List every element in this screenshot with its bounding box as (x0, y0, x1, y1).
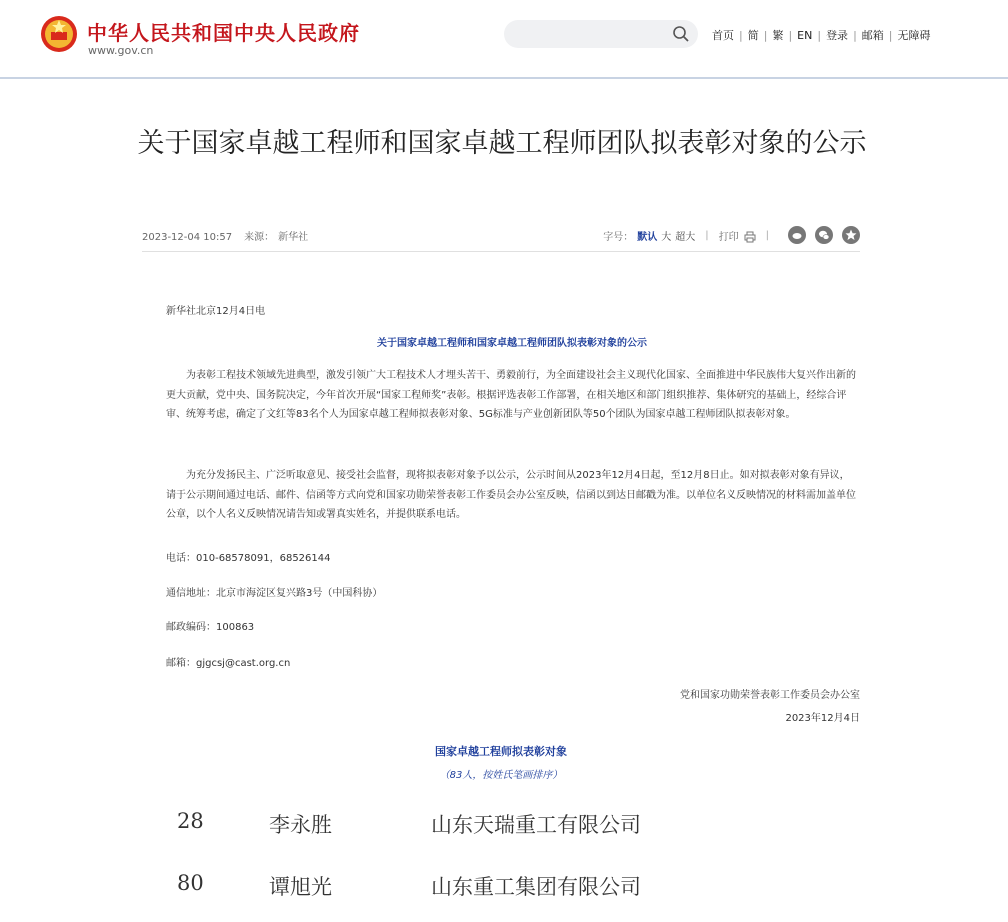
contact-email: 邮箱：gjgcsj@cast.org.cn (166, 658, 291, 669)
list-item-name: 李永胜 (269, 813, 332, 837)
list-item-number: 80 (177, 871, 204, 895)
publish-date: 2023-12-04 10:57 (142, 232, 233, 243)
nav-accessibility[interactable]: 无障碍 (897, 29, 931, 42)
article-title: 关于国家卓越工程师和国家卓越工程师团队拟表彰对象的公示 (137, 128, 867, 159)
favorite-star-icon[interactable] (842, 226, 860, 244)
site-header (0, 0, 1008, 79)
nav-home[interactable]: 首页 (712, 29, 734, 42)
notice-subhead: 关于国家卓越工程师和国家卓越工程师团队拟表彰对象的公示 (377, 338, 647, 349)
source-label: 来源： (244, 232, 275, 243)
font-size-xlarge[interactable]: 超大 (675, 231, 696, 243)
list-subtitle: （83人，按姓氏笔画排序） (439, 770, 563, 781)
nav-simplified[interactable]: 简 (747, 29, 759, 42)
font-size-default[interactable]: 默认 (637, 231, 658, 243)
contact-postcode: 邮政编码：100863 (166, 622, 255, 633)
print-label: 打印 (718, 231, 739, 243)
article-meta (142, 228, 320, 243)
print-button[interactable] (719, 228, 756, 243)
nav-traditional[interactable]: 繁 (772, 29, 784, 42)
list-item-name: 谭旭光 (269, 875, 332, 899)
list-item (0, 809, 1008, 839)
national-emblem-icon[interactable] (40, 14, 78, 54)
search-icon[interactable] (672, 25, 690, 43)
signature-date: 2023年12月4日 (785, 713, 860, 724)
site-url: www.gov.cn (88, 44, 154, 57)
contact-address: 通信地址：北京市海淀区复兴路3号（中国科协） (166, 588, 383, 599)
share-wechat-icon[interactable] (815, 226, 833, 244)
list-item-org: 山东重工集团有限公司 (431, 875, 641, 899)
list-title: 国家卓越工程师拟表彰对象 (435, 745, 567, 758)
paragraph-2: 为充分发扬民主、广泛听取意见、接受社会监督，现将拟表彰对象予以公示，公示时间从2023年12月4日起，至12月8日止。如对拟表彰对象有异议，请于公示期间通过电话、邮件、信函等方式向党和国家功勋荣誉表彰工作委员会办公室反映，信函以到达日邮戳为准。以单位名义反映情况的材料需加盖单位公章，以个人名义反映情况请告知或署真实姓名，并提供联系电话。 (166, 470, 856, 520)
font-size-large[interactable]: 大 (661, 231, 672, 243)
signature-org: 党和国家功勋荣誉表彰工作委员会办公室 (680, 690, 860, 701)
font-size-label: 字号： (603, 231, 634, 243)
list-item (0, 871, 1008, 901)
contact-phone: 电话：010-68578091，68526144 (166, 553, 331, 564)
nav-login[interactable]: 登录 (826, 29, 849, 42)
site-name[interactable]: 中华人民共和国中央人民政府 (87, 21, 360, 45)
source-name: 新华社 (278, 232, 309, 243)
search-input[interactable] (504, 20, 698, 48)
share-weibo-icon[interactable] (788, 226, 806, 244)
list-item-org: 山东天瑞重工有限公司 (431, 813, 641, 837)
dateline: 新华社北京12月4日电 (166, 306, 266, 317)
divider (142, 251, 860, 252)
list-item-number: 28 (177, 809, 204, 833)
paragraph-1: 为表彰工程技术领域先进典型，激发引领广大工程技术人才埋头苦干、勇毅前行，为全面建设社会主义现代化国家、全面推进中华民族伟大复兴作出新的更大贡献，党中央、国务院决定，今年首次开展“国家工程师奖”表彰。根据评选表彰工作部署，在相关地区和部门组织推荐、集体研究的基础上，经综合评审、统筹考虑，确定了文红等83名个人为国家卓越工程师拟表彰对象、5G标准与产业创新团队等50个团队为国家卓越工程师团队拟表彰对象。 (166, 370, 856, 420)
top-nav: 首页 | 简 | 繁 | EN | 登录 | 邮箱 | 无障碍 (712, 29, 931, 42)
print-icon (744, 231, 756, 243)
nav-english[interactable]: EN (797, 29, 813, 42)
nav-mailbox[interactable]: 邮箱 (861, 29, 884, 42)
article-tools: 字号： 默认 大 超大 | 打印 | (603, 226, 860, 244)
